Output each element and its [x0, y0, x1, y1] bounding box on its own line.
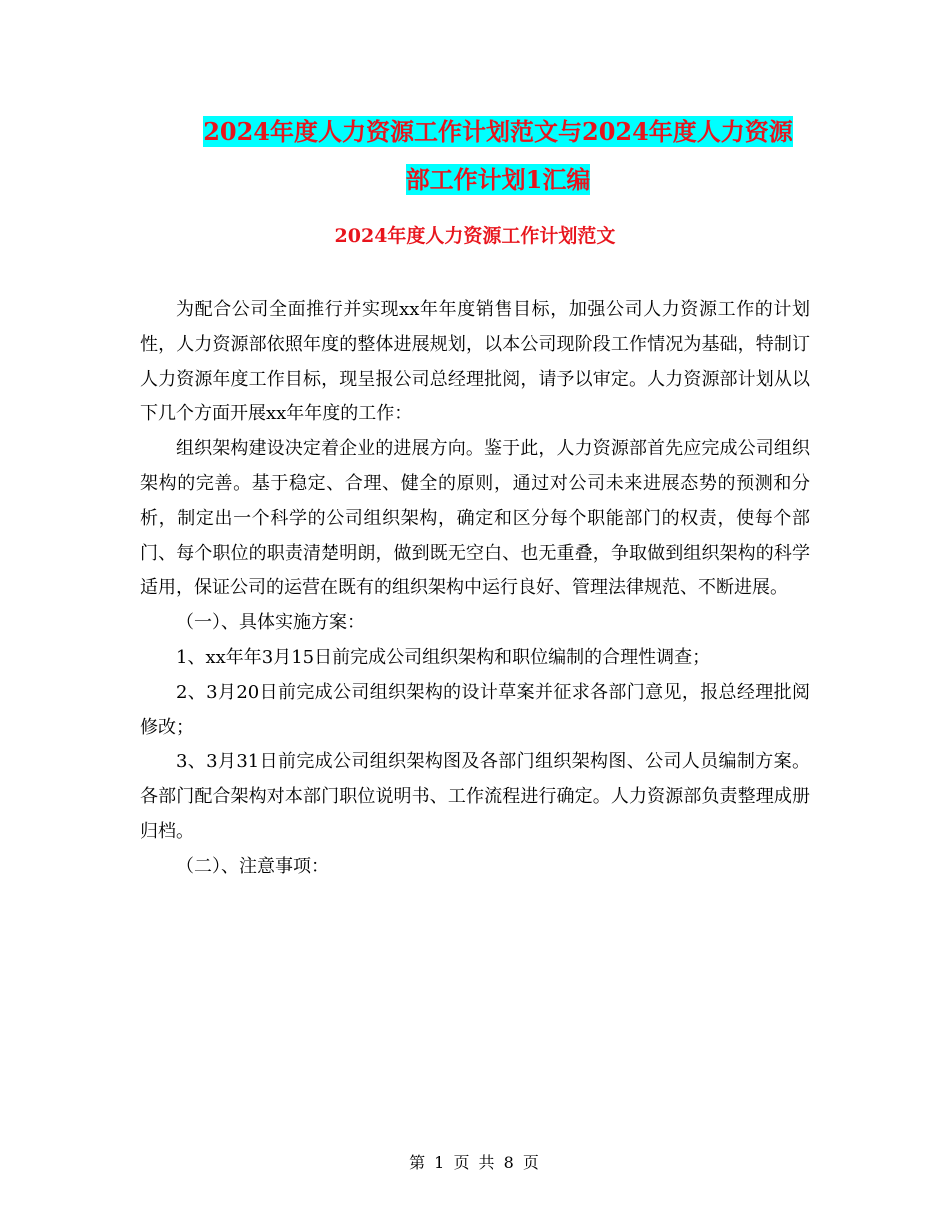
- paragraph-intro: 为配合公司全面推行并实现xx年年度销售目标，加强公司人力资源工作的计划性，人力资源部依照年度的整体进展规划，以本公司现阶段工作情况为基础，特制订人力资源年度工作目标，现呈报公司总经理批阅，请予以审定。人力资源部计划从以下几个方面开展xx年年度的工作：: [140, 299, 810, 425]
- paragraph-heading-notes: （二）、注意事项：: [176, 855, 329, 877]
- paragraph-step-1: 1、xx年年3月15日前完成公司组织架构和职位编制的合理性调查；: [176, 646, 711, 668]
- document-title-line2: 部工作计划1汇编: [405, 165, 591, 194]
- document-body: [140, 293, 810, 885]
- paragraph-step-3: 3、3月31日前完成公司组织架构图及各部门组织架构图、公司人员编制方案。各部门配合架构对本部门职位说明书、工作流程进行确定。人力资源部负责整理成册归档。: [140, 751, 810, 842]
- paragraph-org-structure: 组织架构建设决定着企业的进展方向。鉴于此，人力资源部首先应完成公司组织架构的完善。基于稳定、合理、健全的原则，通过对公司未来进展态势的预测和分析，制定出一个科学的公司组织架构，确定和区分每个职能部门的权责，使每个部门、每个职位的职责清楚明朗，做到既无空白、也无重叠，争取做到组织架构的科学适用，保证公司的运营在既有的组织架构中运行良好、管理法律规范、不断进展。: [140, 438, 810, 599]
- page-footer: 第 1 页 共 8 页: [409, 1153, 541, 1172]
- section-title: 2024年度人力资源工作计划范文: [334, 225, 616, 247]
- document-title: [140, 108, 856, 204]
- document-title-line1: 2024年度人力资源工作计划范文与2024年度人力资源: [203, 117, 793, 146]
- paragraph-step-2: 2、3月20日前完成公司组织架构的设计草案并征求各部门意见，报总经理批阅修改；: [140, 681, 810, 738]
- paragraph-heading-plan: （一）、具体实施方案：: [176, 612, 365, 634]
